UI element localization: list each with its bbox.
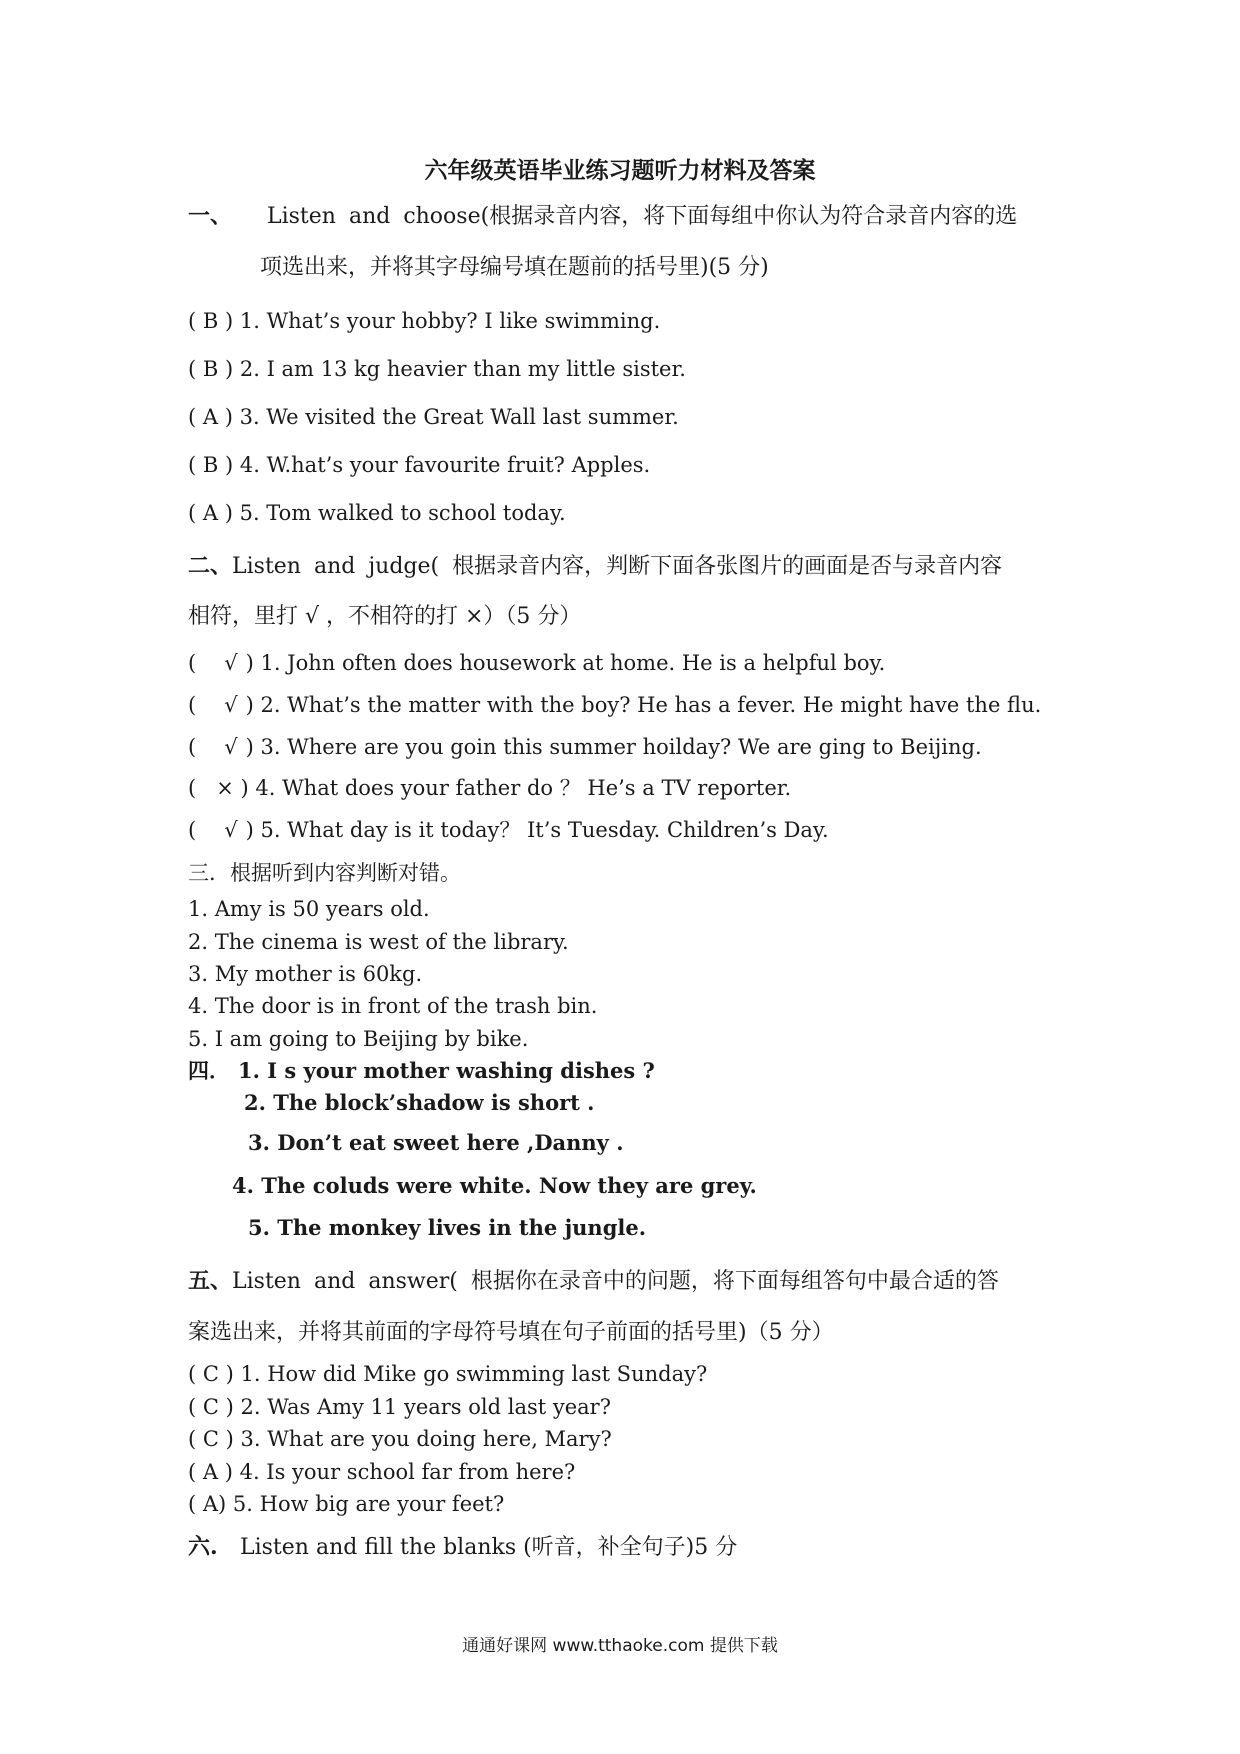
question-text: 1. How did Mike go swimming last Sunday? [240,1362,708,1386]
list-item [188,775,791,801]
question-text: 5. How big are your feet? [232,1492,505,1516]
open-bracket: ( [188,776,217,800]
judge-mark: √ [224,651,238,675]
section5-heading-text: Listen and answer( 根据你在录音中的问题，将下面每组答句中最合适的答 [232,1269,999,1294]
section5-number: 五、 [188,1268,233,1294]
answer-bracket: ( C ) [188,1427,234,1451]
list-item: 3. My mother is 60kg. [188,962,423,986]
list-item [188,1394,611,1420]
section6-heading [188,1534,737,1561]
list-item [188,1361,707,1387]
answer-bracket: ( A ) [188,1460,233,1484]
list-item: 3. Don’t eat sweet here ,Danny . [248,1130,624,1155]
question-text: 2. I am 13 kg heavier than my little sister. [239,357,686,381]
open-bracket: ( [188,735,223,759]
question-text: 3. We visited the Great Wall last summer. [239,405,679,429]
footer-credit: 通通好课网 www.tthaoke.com 提供下载 [462,1636,778,1656]
section2-number: 二、 [188,553,233,579]
answer-bracket: ( B ) [188,453,234,477]
judge-mark: √ [224,735,238,759]
section1-heading [188,203,1017,230]
question-text: ) 4. What does your father do ？ He’s a TV reporter. [240,776,792,800]
section4-row [188,1058,655,1084]
list-item: 4. The coluds were white. Now they are grey. [232,1173,757,1198]
list-item: 5. I am going to Beijing by bike. [188,1027,529,1051]
question-text: 5. Tom walked to school today. [239,501,566,525]
list-item [188,500,566,526]
list-item [188,404,679,430]
section5-heading [188,1268,999,1295]
answer-bracket: ( B ) [188,357,234,381]
section6-heading-text: Listen and fill the blanks (听音，补全句子)5 分 [240,1535,738,1560]
list-item: 5. The monkey lives in the jungle. [248,1215,647,1240]
question-text: 1. What’s your hobby? I like swimming. [239,309,661,333]
list-item: 4. The door is in front of the trash bin. [188,994,598,1018]
judge-mark: × [216,776,234,800]
question-text: ) 5. What day is it today？ It’s Tuesday. Children’s Day. [245,818,829,842]
question-text: 4. W.hat’s your favourite fruit? Apples. [239,453,651,477]
list-item [188,356,686,382]
answer-bracket: ( A) [188,1492,227,1516]
section2-heading-text: Listen and judge( 根据录音内容，判断下面各张图片的画面是否与录音内容 [232,554,1003,579]
list-item [188,1426,612,1452]
open-bracket: ( [188,693,223,717]
open-bracket: ( [188,818,223,842]
section1-number: 一、 [188,203,233,229]
question-text: 3. What are you doing here, Mary? [240,1427,612,1451]
judge-mark: √ [224,693,238,717]
section1-heading-cont: 项选出来，并将其字母编号填在题前的括号里)(5 分) [260,255,769,280]
section5-heading-cont: 案选出来，并将其前面的字母符号填在句子前面的括号里)（5 分） [188,1320,834,1345]
answer-bracket: ( A ) [188,501,233,525]
answer-bracket: ( A ) [188,405,233,429]
list-item [188,734,982,760]
section2-heading-cont: 相符，里打 √ ，不相符的打 ×）（5 分） [188,604,582,629]
section6-number: 六. [188,1534,218,1560]
list-item [188,650,885,676]
list-item [188,817,829,843]
answer-bracket: ( C ) [188,1395,234,1419]
question-text: ) 1. John often does housework at home. He is a helpful boy. [245,651,886,675]
question-text: 2. Was Amy 11 years old last year? [240,1395,611,1419]
judge-mark: √ [224,818,238,842]
list-item [188,1491,504,1517]
question-text: ) 3. Where are you goin this summer hoilday? We are ging to Beijing. [245,735,982,759]
list-item: 2. The cinema is west of the library. [188,930,569,954]
question-text: ) 2. What’s the matter with the boy? He has a fever. He might have the flu. [245,693,1042,717]
list-item: 2. The block’shadow is short . [244,1090,595,1115]
list-item [188,1459,575,1485]
list-item [188,308,660,334]
answer-bracket: ( B ) [188,309,234,333]
list-item [188,452,650,478]
section3-heading: 三．根据听到内容判断对错。 [188,861,461,885]
section2-heading [188,553,1002,580]
list-item: 1. Amy is 50 years old. [188,897,430,921]
answer-bracket: ( C ) [188,1362,234,1386]
section1-heading-text: Listen and choose(根据录音内容，将下面每组中你认为符合录音内容的选 [267,204,1018,229]
list-item: 1. I s your mother washing dishes ? [238,1058,655,1083]
list-item [188,692,1041,718]
section4-number: 四． [188,1058,230,1083]
page-title: 六年级英语毕业练习题听力材料及答案 [424,157,816,184]
question-text: 4. Is your school far from here? [239,1460,576,1484]
open-bracket: ( [188,651,223,675]
